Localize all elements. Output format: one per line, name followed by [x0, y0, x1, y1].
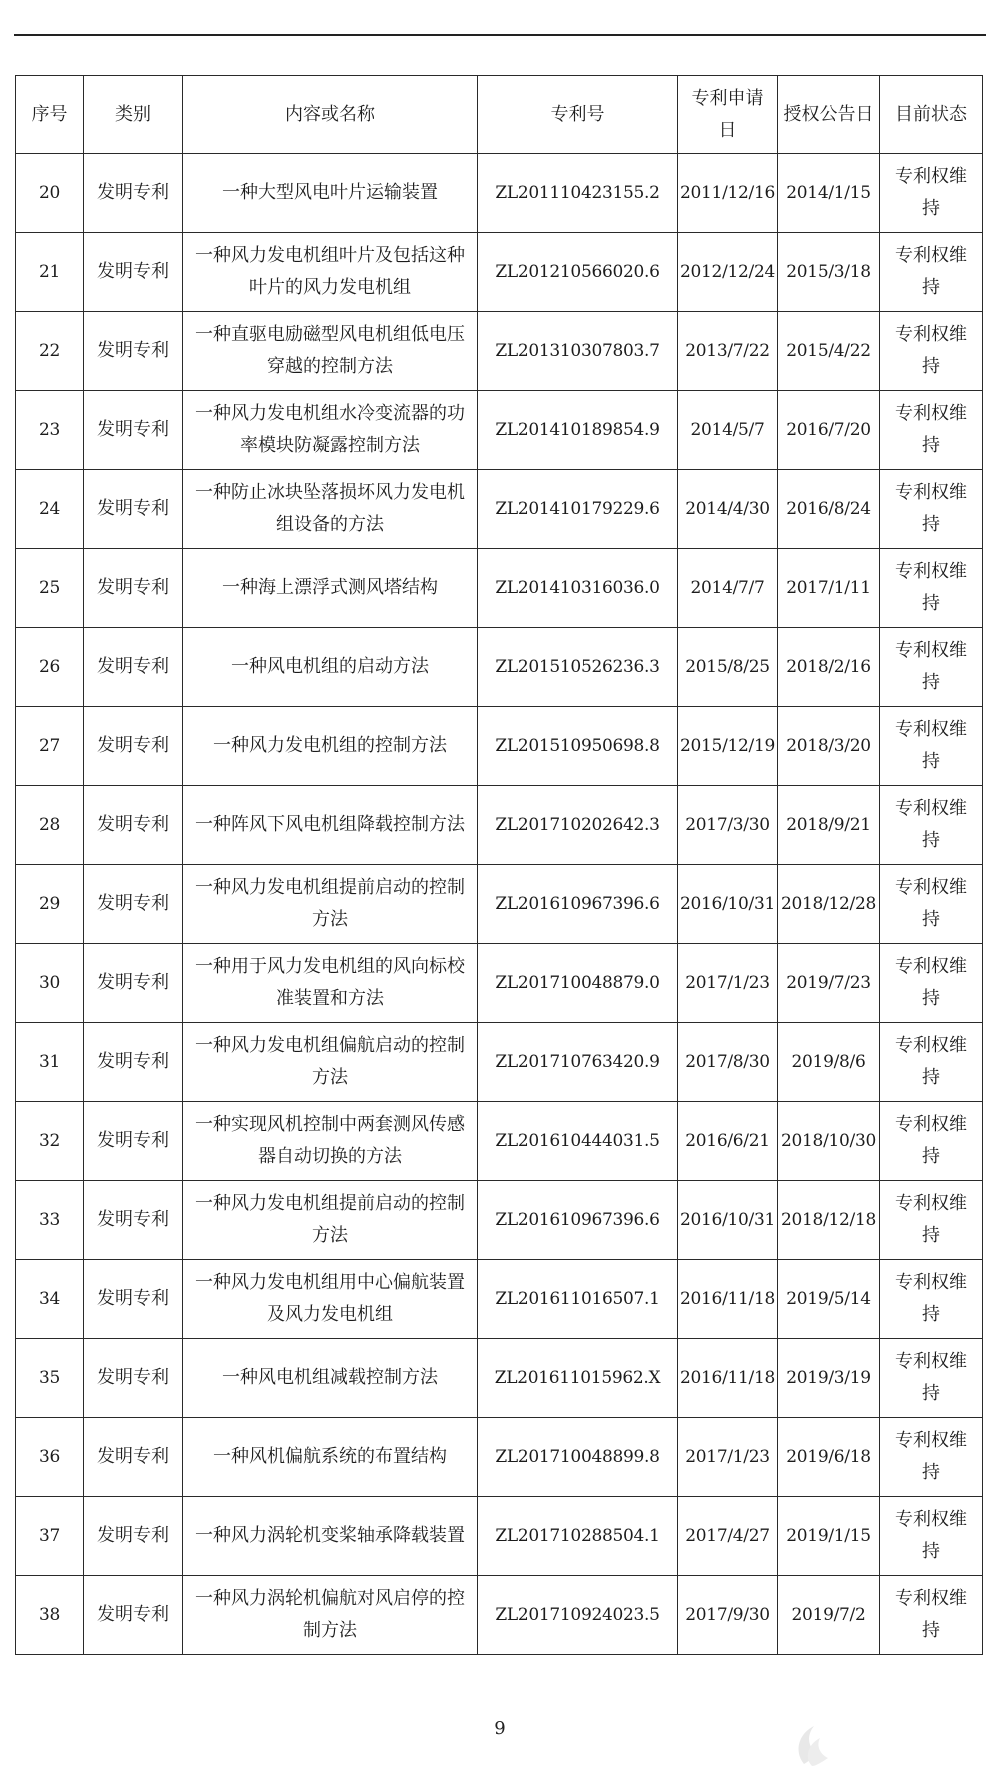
table-body	[16, 154, 983, 1655]
cell-category: 发明专利	[84, 1576, 183, 1655]
cell-patent-no: ZL201710763420.9	[478, 1023, 678, 1102]
cell-title: 一种风力发电机组提前启动的控制方法	[183, 865, 478, 944]
cell-index: 32	[16, 1102, 84, 1181]
cell-index: 21	[16, 233, 84, 312]
cell-title: 一种风力发电机组提前启动的控制方法	[183, 1181, 478, 1260]
cell-application-date: 2017/8/30	[678, 1023, 778, 1102]
cell-status: 专利权维持	[880, 1023, 983, 1102]
cell-title: 一种风电机组减载控制方法	[183, 1339, 478, 1418]
header-title: 内容或名称	[183, 76, 478, 154]
cell-index: 26	[16, 628, 84, 707]
cell-grant-date: 2016/7/20	[778, 391, 880, 470]
table-row	[16, 1497, 983, 1576]
cell-category: 发明专利	[84, 1497, 183, 1576]
cell-application-date: 2015/8/25	[678, 628, 778, 707]
cell-category: 发明专利	[84, 312, 183, 391]
cell-index: 28	[16, 786, 84, 865]
cell-status: 专利权维持	[880, 944, 983, 1023]
cell-status: 专利权维持	[880, 391, 983, 470]
cell-patent-no: ZL201710048879.0	[478, 944, 678, 1023]
cell-index: 27	[16, 707, 84, 786]
cell-application-date: 2016/10/31	[678, 865, 778, 944]
header-category: 类别	[84, 76, 183, 154]
cell-title: 一种海上漂浮式测风塔结构	[183, 549, 478, 628]
header-index: 序号	[16, 76, 84, 154]
cell-index: 31	[16, 1023, 84, 1102]
cell-status: 专利权维持	[880, 233, 983, 312]
cell-application-date: 2016/11/18	[678, 1260, 778, 1339]
cell-grant-date: 2018/2/16	[778, 628, 880, 707]
cell-grant-date: 2019/6/18	[778, 1418, 880, 1497]
cell-grant-date: 2017/1/11	[778, 549, 880, 628]
cell-patent-no: ZL201611015962.X	[478, 1339, 678, 1418]
cell-category: 发明专利	[84, 549, 183, 628]
cell-category: 发明专利	[84, 707, 183, 786]
cell-title: 一种风力涡轮机变桨轴承降载装置	[183, 1497, 478, 1576]
cell-title: 一种风力发电机组叶片及包括这种叶片的风力发电机组	[183, 233, 478, 312]
cell-title: 一种大型风电叶片运输装置	[183, 154, 478, 233]
cell-category: 发明专利	[84, 1339, 183, 1418]
header-status: 目前状态	[880, 76, 983, 154]
cell-patent-no: ZL201410189854.9	[478, 391, 678, 470]
table-row	[16, 1023, 983, 1102]
cell-patent-no: ZL201410316036.0	[478, 549, 678, 628]
cell-status: 专利权维持	[880, 549, 983, 628]
cell-patent-no: ZL201310307803.7	[478, 312, 678, 391]
cell-status: 专利权维持	[880, 707, 983, 786]
cell-status: 专利权维持	[880, 1497, 983, 1576]
cell-patent-no: ZL201110423155.2	[478, 154, 678, 233]
page-number: 9	[494, 1718, 506, 1739]
cell-patent-no: ZL201710288504.1	[478, 1497, 678, 1576]
table-row	[16, 1576, 983, 1655]
table-row	[16, 233, 983, 312]
cell-index: 36	[16, 1418, 84, 1497]
cell-grant-date: 2019/1/15	[778, 1497, 880, 1576]
cell-patent-no: ZL201610967396.6	[478, 1181, 678, 1260]
cell-category: 发明专利	[84, 786, 183, 865]
cell-patent-no: ZL201610444031.5	[478, 1102, 678, 1181]
cell-application-date: 2016/11/18	[678, 1339, 778, 1418]
cell-grant-date: 2018/9/21	[778, 786, 880, 865]
cell-category: 发明专利	[84, 865, 183, 944]
cell-application-date: 2017/9/30	[678, 1576, 778, 1655]
cell-title: 一种风电机组的启动方法	[183, 628, 478, 707]
watermark-logo	[790, 1718, 995, 1774]
table-row	[16, 628, 983, 707]
cell-application-date: 2013/7/22	[678, 312, 778, 391]
cell-status: 专利权维持	[880, 1260, 983, 1339]
header-grant-date: 授权公告日	[778, 76, 880, 154]
table-row	[16, 1418, 983, 1497]
cell-category: 发明专利	[84, 391, 183, 470]
patent-table	[15, 75, 983, 1655]
cell-application-date: 2017/3/30	[678, 786, 778, 865]
cell-category: 发明专利	[84, 1260, 183, 1339]
cell-status: 专利权维持	[880, 312, 983, 391]
cell-index: 37	[16, 1497, 84, 1576]
table-row	[16, 154, 983, 233]
table-header-row	[16, 76, 983, 154]
cell-patent-no: ZL201710924023.5	[478, 1576, 678, 1655]
cell-category: 发明专利	[84, 154, 183, 233]
header-application-date: 专利申请日	[678, 76, 778, 154]
cell-index: 23	[16, 391, 84, 470]
cell-title: 一种风力发电机组偏航启动的控制方法	[183, 1023, 478, 1102]
cell-grant-date: 2015/3/18	[778, 233, 880, 312]
cell-grant-date: 2019/8/6	[778, 1023, 880, 1102]
table-row	[16, 786, 983, 865]
cell-index: 38	[16, 1576, 84, 1655]
cell-grant-date: 2019/5/14	[778, 1260, 880, 1339]
cell-index: 24	[16, 470, 84, 549]
cell-title: 一种风力发电机组水冷变流器的功率模块防凝露控制方法	[183, 391, 478, 470]
cell-patent-no: ZL201210566020.6	[478, 233, 678, 312]
cell-title: 一种用于风力发电机组的风向标校准装置和方法	[183, 944, 478, 1023]
cell-title: 一种风力发电机组的控制方法	[183, 707, 478, 786]
cell-status: 专利权维持	[880, 1339, 983, 1418]
cell-title: 一种实现风机控制中两套测风传感器自动切换的方法	[183, 1102, 478, 1181]
cell-application-date: 2016/10/31	[678, 1181, 778, 1260]
cell-index: 35	[16, 1339, 84, 1418]
cell-category: 发明专利	[84, 1023, 183, 1102]
cell-patent-no: ZL201611016507.1	[478, 1260, 678, 1339]
cell-title: 一种阵风下风电机组降载控制方法	[183, 786, 478, 865]
table-row	[16, 549, 983, 628]
cell-grant-date: 2019/3/19	[778, 1339, 880, 1418]
cell-application-date: 2016/6/21	[678, 1102, 778, 1181]
cell-category: 发明专利	[84, 628, 183, 707]
cell-grant-date: 2016/8/24	[778, 470, 880, 549]
cell-category: 发明专利	[84, 233, 183, 312]
cell-category: 发明专利	[84, 1418, 183, 1497]
cell-application-date: 2014/7/7	[678, 549, 778, 628]
cell-grant-date: 2019/7/23	[778, 944, 880, 1023]
cell-status: 专利权维持	[880, 1418, 983, 1497]
table-row	[16, 391, 983, 470]
cell-application-date: 2017/1/23	[678, 1418, 778, 1497]
cell-grant-date: 2015/4/22	[778, 312, 880, 391]
cell-status: 专利权维持	[880, 786, 983, 865]
cell-grant-date: 2018/3/20	[778, 707, 880, 786]
table-row	[16, 312, 983, 391]
cell-application-date: 2014/5/7	[678, 391, 778, 470]
cell-patent-no: ZL201610967396.6	[478, 865, 678, 944]
cell-status: 专利权维持	[880, 865, 983, 944]
cell-application-date: 2011/12/16	[678, 154, 778, 233]
cell-application-date: 2017/4/27	[678, 1497, 778, 1576]
cell-status: 专利权维持	[880, 1576, 983, 1655]
header-rule	[14, 34, 986, 36]
cell-title: 一种直驱电励磁型风电机组低电压穿越的控制方法	[183, 312, 478, 391]
cell-category: 发明专利	[84, 1181, 183, 1260]
cell-grant-date: 2018/10/30	[778, 1102, 880, 1181]
cell-patent-no: ZL201510526236.3	[478, 628, 678, 707]
table-row	[16, 470, 983, 549]
cell-title: 一种风机偏航系统的布置结构	[183, 1418, 478, 1497]
cell-index: 22	[16, 312, 84, 391]
cell-application-date: 2017/1/23	[678, 944, 778, 1023]
cell-status: 专利权维持	[880, 154, 983, 233]
cell-grant-date: 2014/1/15	[778, 154, 880, 233]
cell-index: 25	[16, 549, 84, 628]
cell-application-date: 2012/12/24	[678, 233, 778, 312]
cell-index: 34	[16, 1260, 84, 1339]
cell-application-date: 2015/12/19	[678, 707, 778, 786]
cell-title: 一种风力发电机组用中心偏航装置及风力发电机组	[183, 1260, 478, 1339]
cell-index: 20	[16, 154, 84, 233]
cell-status: 专利权维持	[880, 1181, 983, 1260]
cell-index: 30	[16, 944, 84, 1023]
table-row	[16, 1102, 983, 1181]
cell-patent-no: ZL201710048899.8	[478, 1418, 678, 1497]
cell-grant-date: 2018/12/28	[778, 865, 880, 944]
cell-patent-no: ZL201710202642.3	[478, 786, 678, 865]
header-patent-no: 专利号	[478, 76, 678, 154]
cell-index: 33	[16, 1181, 84, 1260]
table-row	[16, 707, 983, 786]
cell-category: 发明专利	[84, 470, 183, 549]
cell-patent-no: ZL201510950698.8	[478, 707, 678, 786]
cell-patent-no: ZL201410179229.6	[478, 470, 678, 549]
cell-status: 专利权维持	[880, 628, 983, 707]
table-row	[16, 944, 983, 1023]
table-row	[16, 1339, 983, 1418]
cell-category: 发明专利	[84, 944, 183, 1023]
cell-grant-date: 2019/7/2	[778, 1576, 880, 1655]
cell-category: 发明专利	[84, 1102, 183, 1181]
cell-title: 一种风力涡轮机偏航对风启停的控制方法	[183, 1576, 478, 1655]
table-row	[16, 865, 983, 944]
cell-title: 一种防止冰块坠落损坏风力发电机组设备的方法	[183, 470, 478, 549]
table-row	[16, 1260, 983, 1339]
cell-index: 29	[16, 865, 84, 944]
cell-grant-date: 2018/12/18	[778, 1181, 880, 1260]
cell-status: 专利权维持	[880, 470, 983, 549]
cell-application-date: 2014/4/30	[678, 470, 778, 549]
table-row	[16, 1181, 983, 1260]
cell-status: 专利权维持	[880, 1102, 983, 1181]
